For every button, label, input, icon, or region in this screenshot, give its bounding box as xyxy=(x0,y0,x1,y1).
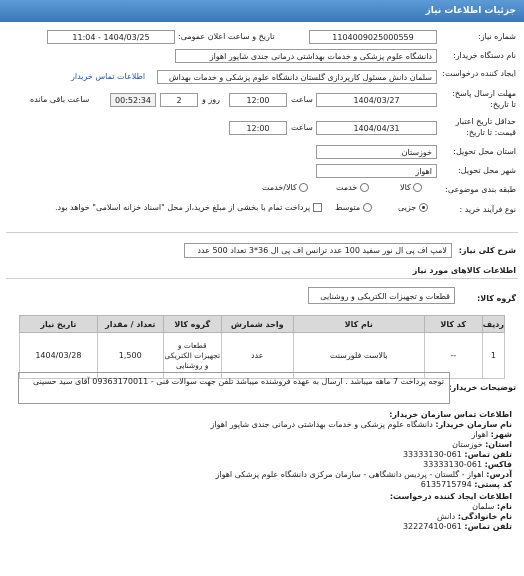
announce-date-field: 1404/03/25 - 11:04 xyxy=(47,30,175,44)
days-label: روز و xyxy=(202,95,220,104)
cell-code: -- xyxy=(424,333,482,379)
price-validity-label2: قیمت: تا تاریخ: xyxy=(466,128,516,137)
delivery-city-label: شهر محل تحویل: xyxy=(458,166,516,175)
announce-date-label: تاریخ و ساعت اعلان عمومی: xyxy=(178,32,275,41)
days-field: 2 xyxy=(160,93,198,107)
reply-time-field: 12:00 xyxy=(229,93,287,107)
price-validity-date-field: 1404/04/31 xyxy=(316,121,437,135)
creator-label xyxy=(442,69,516,79)
creator-label-text: ایجاد کننده درخواست: xyxy=(442,69,516,78)
contact-org-value: دانشگاه علوم پزشکی و خدمات بهداشتی درمانی جندی شاپور اهواز xyxy=(210,420,433,429)
col-name: نام کالا xyxy=(293,316,424,333)
category-goods-label: کالا xyxy=(400,183,411,192)
radio-service[interactable] xyxy=(360,183,369,192)
reply-deadline-label2: تا تاریخ: xyxy=(490,100,516,109)
price-validity-time-label: ساعت xyxy=(291,123,313,132)
radio-partial[interactable] xyxy=(419,203,428,212)
purchase-type-medium[interactable] xyxy=(335,203,372,212)
col-code: کد کالا xyxy=(424,316,482,333)
delivery-province-field: خوزستان xyxy=(316,145,437,159)
contact-province xyxy=(452,440,512,449)
creator-first-name-label: نام: xyxy=(496,502,512,511)
contact-org xyxy=(211,420,512,429)
goods-group-label: گروه کالا: xyxy=(477,294,516,303)
contact-address xyxy=(215,470,512,479)
creator-last-name-label: نام خانوادگی: xyxy=(457,512,512,521)
buyer-contact-link[interactable]: اطلاعات تماس خریدار xyxy=(71,72,146,81)
cell-name: بالاست فلورسنت xyxy=(293,333,424,379)
col-unit: واحد شمارش xyxy=(221,316,293,333)
reply-deadline-label: مهلت ارسال پاسخ: xyxy=(452,89,516,98)
purchase-type-partial[interactable] xyxy=(398,203,428,212)
goods-table xyxy=(19,315,505,379)
contact-city-label: شهر: xyxy=(490,430,512,439)
creator-phone-value: 061-32227410 xyxy=(402,522,462,531)
creator-last-name xyxy=(437,512,512,521)
col-row: ردیف xyxy=(482,316,504,333)
contact-city-value: اهواز xyxy=(471,430,489,439)
buyer-notes-label: توضیحات خریدار: xyxy=(448,383,516,392)
remaining-time-label: ساعت باقی مانده xyxy=(30,95,90,104)
creator-field: سلمان دانش مسئول کارپردازی گلستان دانشگاه علوم پزشکی و خدمات بهداش xyxy=(157,70,437,84)
contact-postal xyxy=(421,480,512,489)
radio-goods-service[interactable] xyxy=(299,183,308,192)
buyer-contact-title xyxy=(389,410,512,419)
contact-province-label: استان: xyxy=(485,440,512,449)
buyer-notes-field: توجه پرداخت 7 ماهه میباشد . ارسال به عهده فروشنده میباشد تلفن جهت سوالات فنی - 09363170011 آقای سید حسینی xyxy=(18,372,450,404)
radio-medium[interactable] xyxy=(363,203,372,212)
category-option-goods[interactable] xyxy=(400,183,422,192)
contact-city xyxy=(471,430,512,439)
need-number-label: شماره نیاز: xyxy=(478,32,516,41)
general-desc-label: شرح کلی نیاز: xyxy=(458,246,516,255)
contact-address-value: اهواز - گلستان - پردیس دانشگاهی - سازمان مرکزی دانشگاه علوم پزشکی اهواز xyxy=(215,470,484,479)
treasury-option[interactable] xyxy=(55,203,322,212)
contact-postal-value: 6135715794 xyxy=(420,480,472,489)
creator-last-name-value: دانش xyxy=(436,512,456,521)
contact-phone-value: 061-33333130 xyxy=(402,450,462,459)
remaining-time-field: 00:52:34 xyxy=(110,93,156,107)
cell-row: 1 xyxy=(482,333,504,379)
cell-date: 1404/03/28 xyxy=(20,333,98,379)
cell-unit: عدد xyxy=(221,333,293,379)
creator-contact-title xyxy=(390,492,512,501)
contact-phone-label: تلفن تماس: xyxy=(464,450,512,459)
buyer-contact-title-text: اطلاعات تماس سازمان خریدار: xyxy=(389,410,512,419)
contact-address-label: آدرس: xyxy=(486,470,512,479)
buyer-org-field: دانشگاه علوم پزشکی و خدمات بهداشتی درمانی جندی شاپور اهواز xyxy=(175,49,437,63)
category-option-goods-service[interactable] xyxy=(262,183,308,192)
creator-phone-label: تلفن تماس: xyxy=(464,522,512,531)
page-header: جزئیات اطلاعات نیاز xyxy=(0,0,524,22)
contact-fax xyxy=(423,460,512,469)
treasury-checkbox[interactable] xyxy=(313,203,322,212)
contact-phone xyxy=(403,450,512,459)
col-date: تاریخ نیاز xyxy=(20,316,98,333)
creator-first-name-value: سلمان xyxy=(472,502,495,511)
treasury-note: پرداخت تمام یا بخشی از مبلغ خرید،از محل "اسناد خزانه اسلامی" خواهد بود. xyxy=(55,203,311,212)
table-header-row xyxy=(20,316,505,333)
radio-goods[interactable] xyxy=(413,183,422,192)
cell-qty: 1,500 xyxy=(97,333,163,379)
reply-time-label: ساعت xyxy=(291,95,313,104)
goods-group-field: قطعات و تجهیزات الکتریکی و روشنایی xyxy=(308,287,455,304)
price-validity-time-field: 12:00 xyxy=(229,121,287,135)
buyer-org-label: نام دستگاه خریدار: xyxy=(453,51,516,60)
contact-fax-label: فاکس: xyxy=(484,460,512,469)
contact-fax-value: 061-33333130 xyxy=(423,460,483,469)
purchase-type-label: نوع فرآیند خرید : xyxy=(459,205,516,214)
goods-section-title: اطلاعات کالاهای مورد نیاز xyxy=(412,266,516,275)
col-qty: تعداد / مقدار xyxy=(97,316,163,333)
reply-date-field: 1404/03/27 xyxy=(316,93,437,107)
general-desc-field: لامپ اف پی ال نور سفید 100 عدد ترانس اف پی ال 36*3 تعداد 500 عدد xyxy=(184,243,452,258)
cell-group: قطعات و تجهیزات الکتریکی و روشنایی xyxy=(163,333,221,379)
col-group: گروه کالا xyxy=(163,316,221,333)
creator-contact-title-text: اطلاعات ایجاد کننده درخواست: xyxy=(389,492,512,501)
category-option-service[interactable] xyxy=(336,183,369,192)
purchase-partial-label: جزیی xyxy=(398,203,417,212)
price-validity-label: حداقل تاریخ اعتبار xyxy=(455,117,516,126)
delivery-province-label: استان محل تحویل: xyxy=(453,147,516,156)
creator-first-name xyxy=(472,502,512,511)
category-service-label: خدمت xyxy=(336,183,358,192)
need-number-field: 1104009025000559 xyxy=(309,30,437,44)
category-goods-service-label: کالا/خدمت xyxy=(262,183,297,192)
delivery-city-field: اهواز xyxy=(316,164,437,178)
contact-org-label: نام سازمان خریدار: xyxy=(435,420,512,429)
category-label: طبقه بندی موضوعی: xyxy=(445,185,516,194)
contact-postal-label: کد پستی: xyxy=(474,480,512,489)
purchase-medium-label: متوسط xyxy=(335,203,361,212)
contact-province-value: خوزستان xyxy=(452,440,483,449)
creator-phone xyxy=(403,522,512,531)
